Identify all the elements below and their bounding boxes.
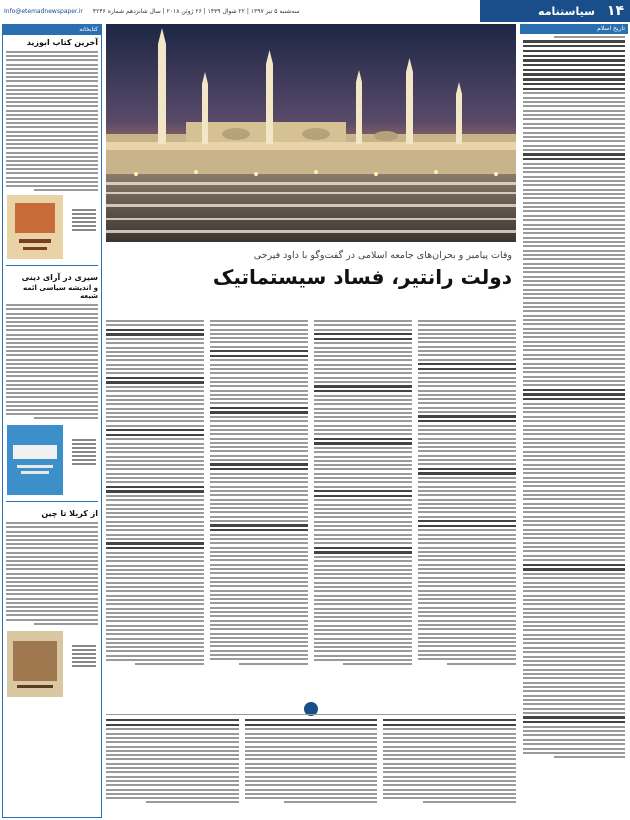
- right-sidebar: [520, 24, 628, 818]
- article-column-4: [106, 320, 204, 714]
- book-3-info: [63, 645, 99, 667]
- lower-column-3: [106, 719, 239, 818]
- article-column-2: [314, 320, 412, 714]
- box2-subtitle: و اندیشه سیاسی ائمه شیعه: [22, 284, 98, 301]
- article-column-3: [210, 320, 308, 714]
- box2-title: سیری در آرای دینی: [21, 273, 98, 283]
- history-tag: تاریخ اسلام: [520, 24, 628, 34]
- book-cover-3: [7, 631, 63, 697]
- email-link[interactable]: Info@etemadnewspaper.ir: [4, 7, 83, 15]
- box1-text: [3, 49, 101, 193]
- lower-column-1: [383, 719, 516, 818]
- masthead-info: [0, 0, 480, 22]
- article-supertitle: وفات پیامبر و بحران‌های جامعه اسلامی در گفت‌وگو با داود فیرحی: [253, 250, 512, 261]
- masthead: [0, 0, 630, 22]
- article-headline: دولت رانتیر، فساد سیستماتیک: [212, 265, 512, 289]
- article-column-1: [418, 320, 516, 714]
- book-cover-2: [7, 425, 63, 495]
- left-sidebar: [2, 24, 102, 818]
- box3-text: [3, 520, 101, 627]
- main-article: [106, 24, 516, 818]
- article-title-block: [106, 250, 516, 289]
- book-1-info: [63, 209, 99, 231]
- article-body: [106, 320, 516, 714]
- page-number: ۱۴: [606, 3, 624, 19]
- article-lower-section: [106, 714, 516, 818]
- box2-text: [3, 302, 101, 421]
- sidebar-tag: کتابخانه: [3, 25, 101, 35]
- box1-title: آخرین کتاب ابوزید: [26, 38, 98, 47]
- box3-title: از کربلا تا چین: [41, 509, 98, 519]
- masthead-section-bar: [480, 0, 630, 22]
- right-sidebar-text: [520, 34, 628, 760]
- section-name: سیاستنامه: [538, 4, 595, 18]
- mosque-photo: [106, 24, 516, 242]
- book-2-info: [63, 439, 99, 465]
- lower-column-2: [245, 719, 378, 818]
- book-cover-1: [7, 195, 63, 259]
- date-line: سه‌شنبه ۵ تیر ۱۳۹۷ | ۲۲ شوال ۱۴۳۹ | ۲۶ ژوئن ۲۰۱۸ | سال شانزدهم شماره ۴۲۴۶: [92, 7, 300, 15]
